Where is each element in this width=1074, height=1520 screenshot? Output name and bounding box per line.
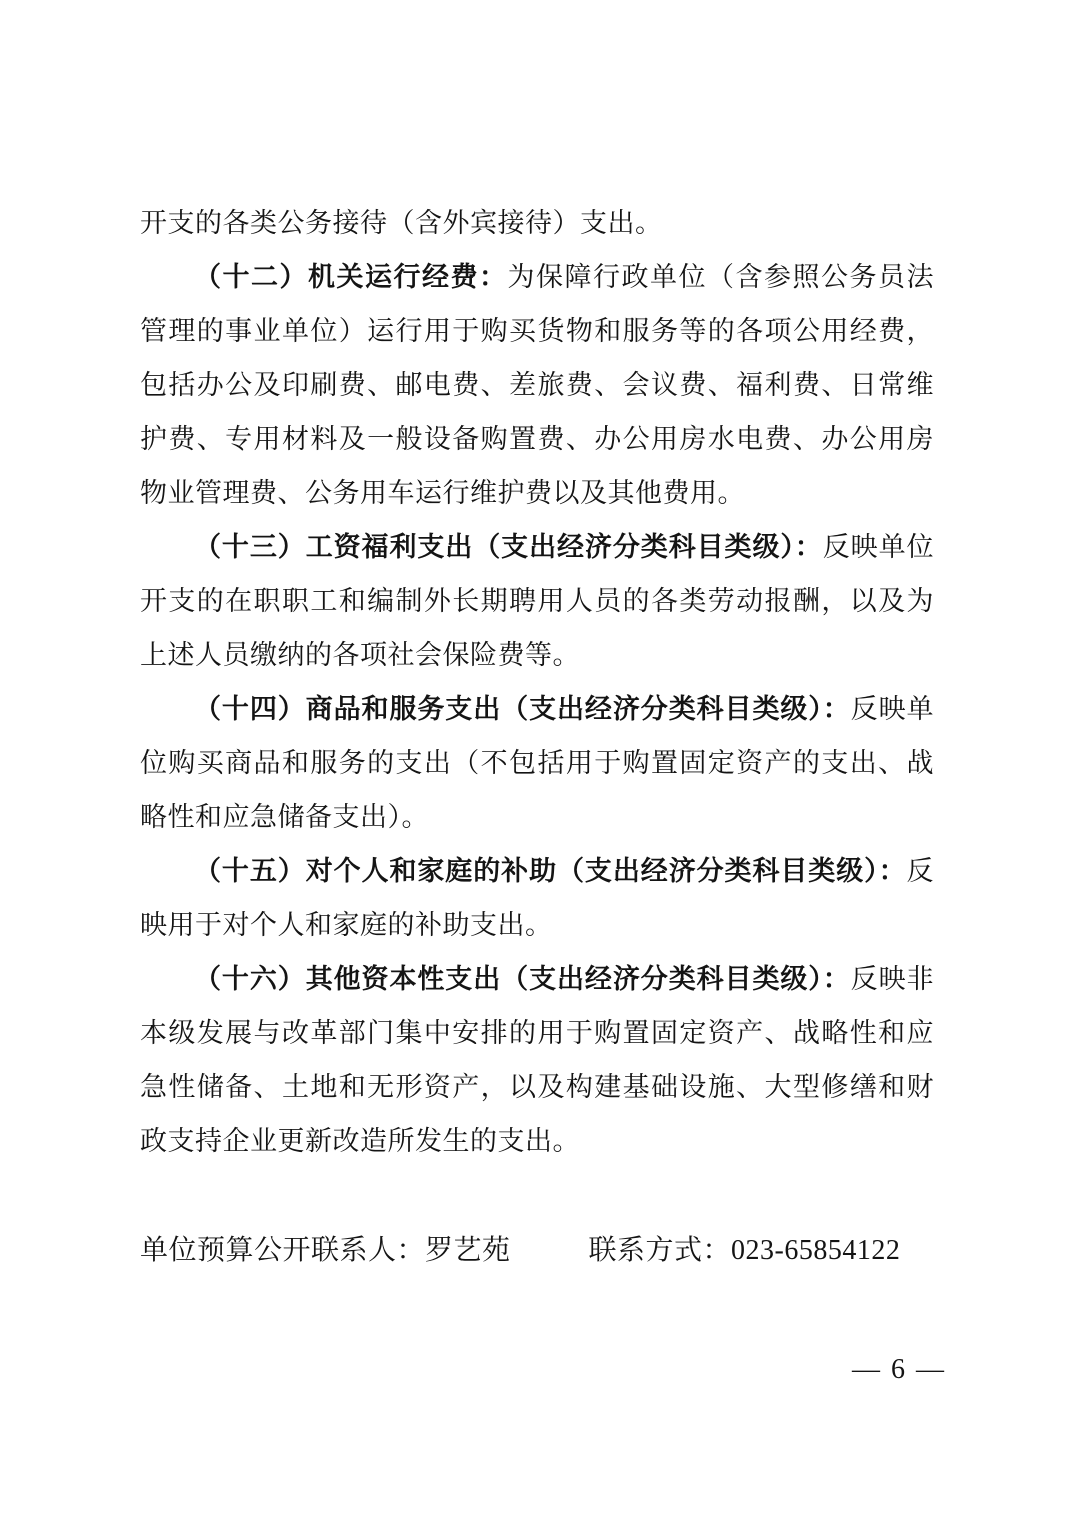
paragraph-15-term: （十五）对个人和家庭的补助（支出经济分类科目类级）： (194, 856, 907, 886)
paragraph-13-body: 反映单位开支的在职职工和编制外长期聘用人员的各类劳动报酬，以及为上述人员缴纳的各项社会保险费等。 (140, 532, 935, 670)
document-body (140, 196, 934, 1278)
paragraph-12-body: 为保障行政单位（含参照公务员法管理的事业单位）运行用于购买货物和服务等的各项公用经费，包括办公及印刷费、邮电费、差旅费、会议费、福利费、日常维护费、专用材料及一般设备购置费、办公用房水电费、办公用房物业管理费、公务用车运行维护费以及其他费用。 (140, 262, 934, 508)
contact-person-name: 罗艺苑 (425, 1235, 511, 1266)
paragraph-13 (140, 520, 934, 682)
contact-line (140, 1224, 934, 1278)
paragraph-16-term: （十六）其他资本性支出（支出经济分类科目类级）： (194, 964, 851, 994)
paragraph-12-term: （十二）机关运行经费： (194, 262, 508, 292)
paragraph-16-body: 反映非本级发展与改革部门集中安排的用于购置固定资产、战略性和应急性储备、土地和无形资产，以及构建基础设施、大型修缮和财政支持企业更新改造所发生的支出。 (140, 964, 935, 1156)
paragraph-15-body: 反映用于对个人和家庭的补助支出。 (140, 856, 934, 940)
contact-phone-label: 联系方式： (588, 1235, 732, 1266)
contact-phone-number: 023-65854122 (731, 1235, 901, 1266)
paragraph-14-body: 反映单位购买商品和服务的支出（不包括用于购置固定资产的支出、战略性和应急储备支出）。 (140, 694, 935, 832)
continuation-paragraph: 开支的各类公务接待（含外宾接待）支出。 (140, 208, 663, 238)
paragraph-14-term: （十四）商品和服务支出（支出经济分类科目类级）： (194, 694, 851, 724)
paragraph-12 (140, 250, 934, 520)
paragraph-15 (140, 844, 934, 952)
paragraph-16 (140, 952, 934, 1168)
paragraph-13-term: （十三）工资福利支出（支出经济分类科目类级）： (194, 532, 823, 562)
contact-person-label: 单位预算公开联系人： (140, 1235, 426, 1266)
page-number: — 6 — (852, 1354, 946, 1385)
paragraph-14 (140, 682, 934, 844)
